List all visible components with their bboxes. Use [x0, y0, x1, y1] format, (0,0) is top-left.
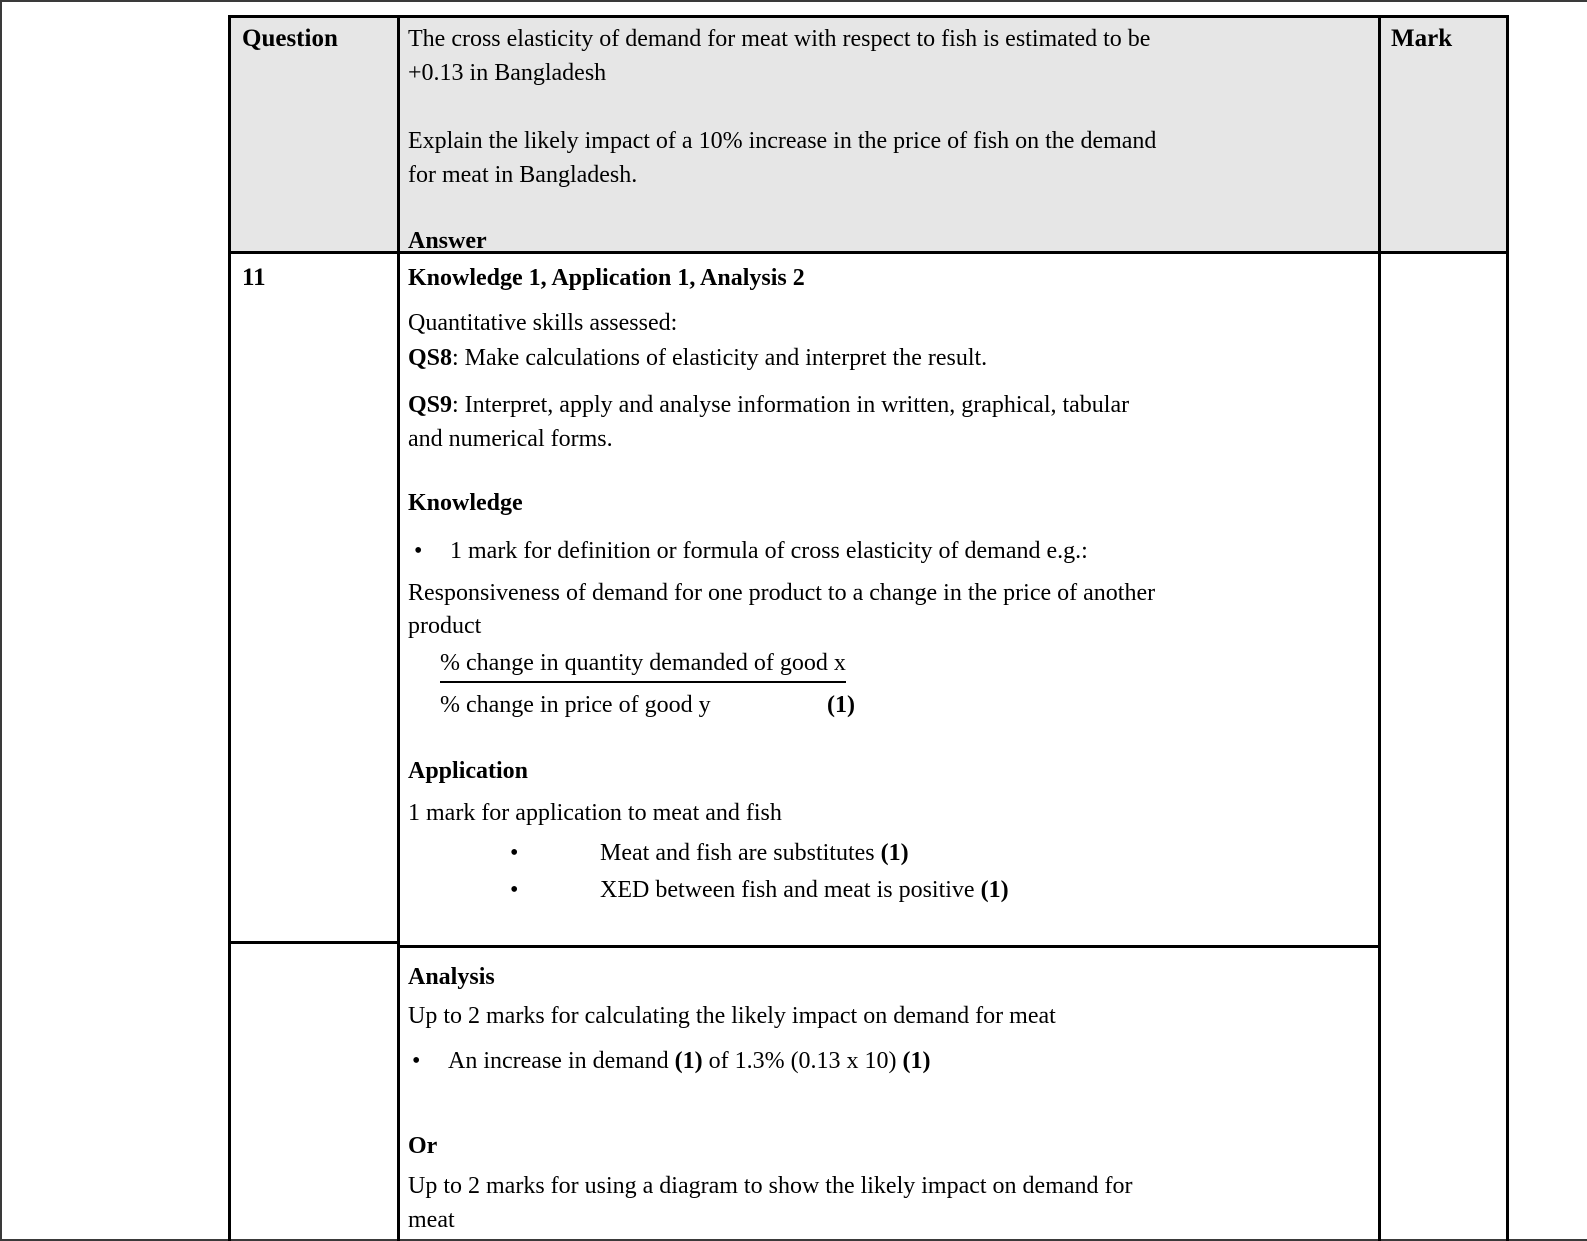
qs8-text: : Make calculations of elasticity and interpret the result. — [452, 345, 988, 371]
qs8-label: QS8 — [408, 345, 453, 371]
application-bullet-2-text: XED between fish and meat is positive — [600, 877, 981, 903]
definition-line1: Responsiveness of demand for one product to a change in the price of another — [408, 580, 1156, 606]
quantitative-skills-intro: Quantitative skills assessed: — [408, 310, 678, 336]
bullet-icon: • — [412, 1048, 421, 1074]
application-bullet-1-mark: (1) — [880, 840, 909, 866]
column-border-content-mark — [1378, 15, 1381, 1241]
row-split-border-question-col — [228, 941, 400, 944]
qs9-label: QS9 — [408, 392, 453, 418]
question-column-header: Question — [242, 25, 338, 52]
application-bullet-2 — [600, 875, 1009, 905]
bullet-icon: • — [510, 877, 519, 903]
knowledge-heading: Knowledge — [408, 490, 523, 516]
analysis-heading: Analysis — [408, 964, 495, 990]
question-text-line3: Explain the likely impact of a 10% increase in the price of fish on the demand — [408, 128, 1157, 154]
table-border-top — [228, 15, 1509, 18]
marks-allocation-heading: Knowledge 1, Application 1, Analysis 2 — [408, 265, 805, 291]
bullet-icon: • — [414, 538, 423, 564]
qs8-line — [408, 343, 987, 373]
question-text-line4: for meat in Bangladesh. — [408, 162, 638, 188]
formula-mark: (1) — [827, 692, 855, 718]
question-text-line2: +0.13 in Bangladesh — [408, 60, 607, 86]
analysis-intro: Up to 2 marks for calculating the likely impact on demand for meat — [408, 1003, 1056, 1029]
question-text-line1: The cross elasticity of demand for meat with respect to fish is estimated to be — [408, 26, 1151, 52]
application-intro: 1 mark for application to meat and fish — [408, 800, 782, 826]
mark-column-header: Mark — [1391, 25, 1453, 52]
or-heading: Or — [408, 1133, 438, 1159]
formula-denominator: % change in price of good y — [440, 692, 711, 718]
answer-label: Answer — [408, 228, 487, 254]
analysis-bullet-mark1: (1) — [674, 1048, 703, 1074]
row-split-border-content-col — [397, 945, 1381, 948]
bullet-icon: • — [510, 840, 519, 866]
application-bullet-2-mark: (1) — [980, 877, 1009, 903]
table-border-left — [228, 15, 231, 1241]
knowledge-bullet-text: 1 mark for definition or formula of cross elasticity of demand e.g.: — [450, 538, 1088, 564]
definition-line2: product — [408, 613, 482, 639]
application-heading: Application — [408, 758, 529, 784]
application-bullet-1-text: Meat and fish are substitutes — [600, 840, 881, 866]
analysis-bullet-seg2: of 1.3% (0.13 x 10) — [702, 1048, 903, 1074]
page-edge-top — [0, 0, 1587, 2]
analysis-bullet-mark2: (1) — [902, 1048, 931, 1074]
column-border-question-content — [397, 15, 400, 1241]
application-bullet-1 — [600, 838, 909, 868]
question-number: 11 — [242, 264, 266, 291]
qs9-line1 — [408, 390, 1129, 420]
analysis-bullet — [448, 1046, 931, 1076]
formula-numerator-text: % change in quantity demanded of good x — [440, 648, 846, 683]
qs9-text-line1: : Interpret, apply and analyse information in written, graphical, tabular — [452, 392, 1130, 418]
or-line1: Up to 2 marks for using a diagram to show the likely impact on demand for — [408, 1173, 1133, 1199]
or-line2: meat — [408, 1207, 455, 1233]
qs9-line2: and numerical forms. — [408, 426, 613, 452]
formula-numerator — [440, 648, 846, 683]
page-edge-left — [0, 0, 2, 1241]
analysis-bullet-seg1: An increase in demand — [448, 1048, 675, 1074]
table-border-right — [1506, 15, 1509, 1241]
